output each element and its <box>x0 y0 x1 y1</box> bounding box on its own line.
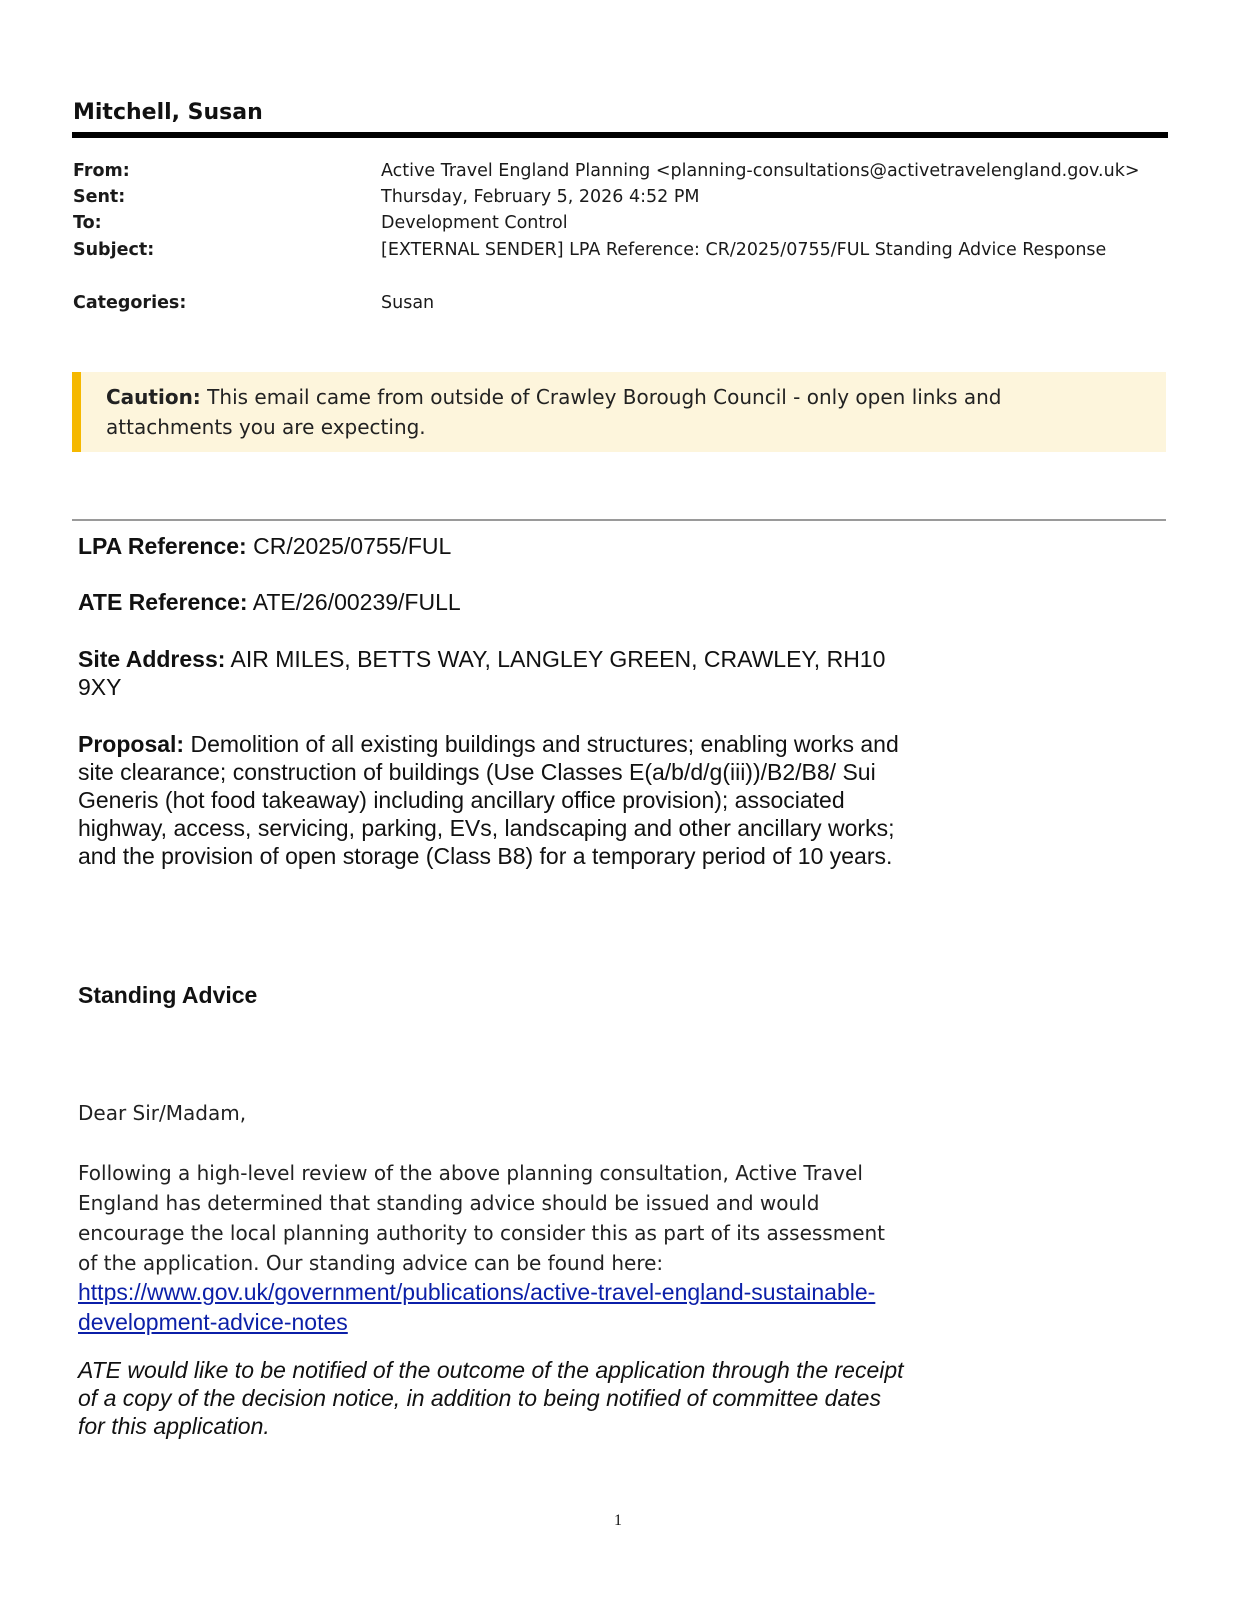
from-value: Active Travel England Planning <planning-consultations@activetravelengland.gov.uk> <box>381 161 1140 181</box>
to-value: Development Control <box>381 213 568 233</box>
subject-value: [EXTERNAL SENDER] LPA Reference: CR/2025/0755/FUL Standing Advice Response <box>381 240 1107 260</box>
caution-text: This email came from outside of Crawley Borough Council - only open links and attachments you are expecting. <box>106 385 1002 439</box>
advice-paragraph <box>78 1158 908 1338</box>
salutation: Dear Sir/Madam, <box>78 1101 247 1125</box>
advice-text: Following a high-level review of the above planning consultation, Active Travel England has determined that standing advice should be issued and would encourage the local planning authority to consider this as part of its assessment of the application. Our standing advice can be found here: <box>78 1161 886 1275</box>
lpa-reference-label: LPA Reference: <box>78 533 247 559</box>
site-address-label: Site Address: <box>78 646 226 672</box>
ate-reference-label: ATE Reference: <box>78 589 248 615</box>
categories-value: Susan <box>381 293 435 313</box>
sent-value: Thursday, February 5, 2026 4:52 PM <box>381 187 700 207</box>
proposal-value: Demolition of all existing buildings and structures; enabling works and site clearance; construction of buildings (Use Classes E(a/b/d/g(iii))/B2/B8/ Sui Generis (hot food takeaway) including ancillary office provision); associated highway, access, servicing, parking, EVs, landscaping and other ancillary works; and the provision of open storage (Class B8) for a temporary period of 10 years. <box>78 731 899 869</box>
body-divider <box>72 519 1166 521</box>
caution-accent-bar <box>72 372 81 452</box>
site-address <box>78 645 898 701</box>
ate-reference-value: ATE/26/00239/FULL <box>247 589 461 615</box>
proposal-label: Proposal: <box>78 731 185 757</box>
lpa-reference <box>78 532 928 560</box>
header-divider <box>72 132 1168 138</box>
standing-advice-link[interactable]: https://www.gov.uk/government/publications/active-travel-england-sustainable-development-advice-notes <box>78 1279 876 1335</box>
subject-label: Subject: <box>73 240 155 260</box>
external-sender-caution-banner <box>72 372 1166 452</box>
categories-label: Categories: <box>73 293 187 313</box>
caution-label: Caution: <box>106 385 201 409</box>
sent-label: Sent: <box>73 187 126 207</box>
caution-message <box>106 382 1126 442</box>
site-address-value: AIR MILES, BETTS WAY, LANGLEY GREEN, CRAWLEY, RH10 9XY <box>78 646 886 700</box>
notification-request: ATE would like to be notified of the outcome of the application through the receipt of a copy of the decision notice, in addition to being notified of committee dates for this application. <box>78 1357 904 1439</box>
from-label: From: <box>73 161 130 181</box>
standing-advice-heading: Standing Advice <box>78 982 258 1008</box>
lpa-reference-value: CR/2025/0755/FUL <box>246 533 452 559</box>
page-number: 1 <box>614 1512 622 1529</box>
mailbox-owner-name: Mitchell, Susan <box>73 100 263 125</box>
to-label: To: <box>73 213 102 233</box>
ate-reference <box>78 588 928 616</box>
proposal <box>78 730 918 870</box>
